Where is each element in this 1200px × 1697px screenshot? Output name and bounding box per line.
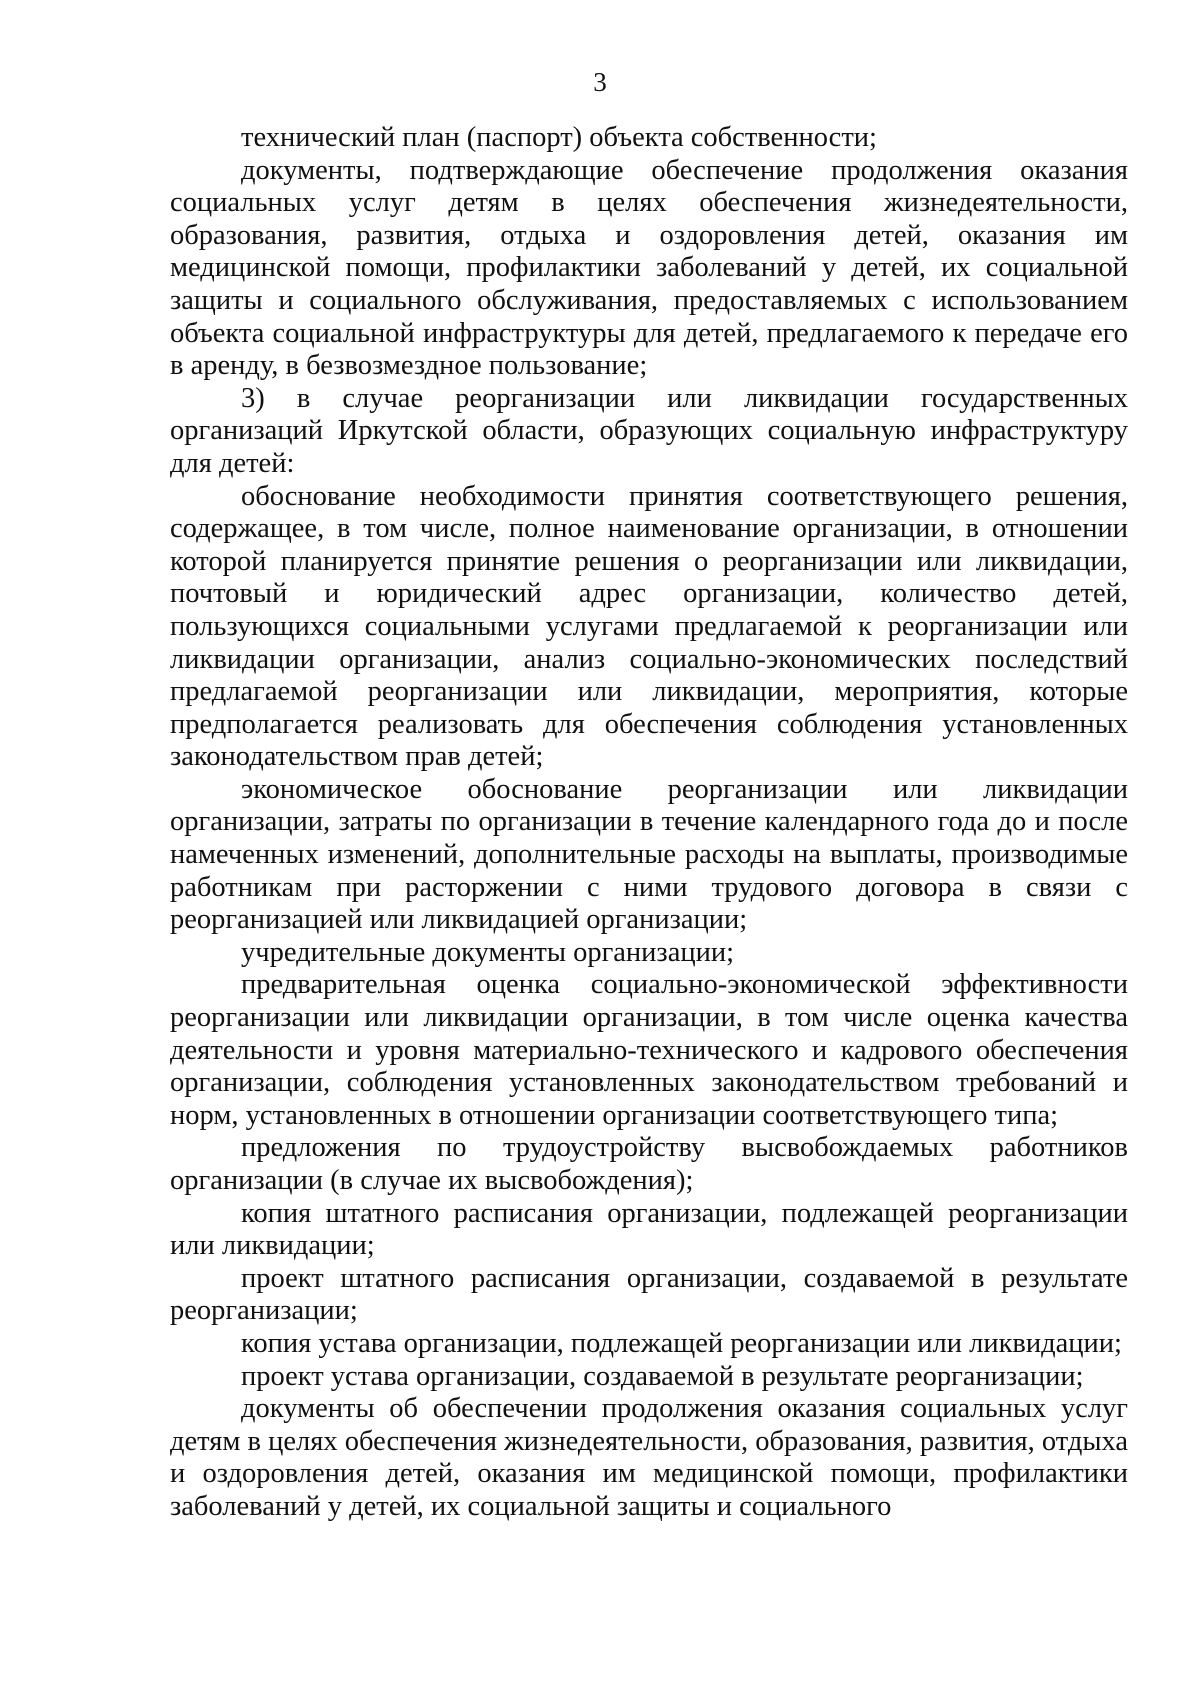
paragraph-economic-justification: экономическое обоснование реорганизации или ликвидации организации, затраты по организации в течение календарного года до и после намеченных изменений, дополнительные расходы на выплаты, производимые работникам при расторжении с ними трудового договора в связи с реорганизацией или ликвидацией организации; (170, 773, 1128, 936)
paragraph-service-continuity-documents: документы, подтверждающие обеспечение продолжения оказания социальных услуг детям в целях обеспечения жизнедеятельности, образования, развития, отдыха и оздоровления детей, оказания им медицинской помощи, профилактики заболеваний у детей, их социальной защиты и социального обслуживания, предоставляемых с использованием объекта социальной инфраструктуры для детей, предлагаемого к передаче его в аренду, в безвозмездное пользование; (170, 154, 1128, 382)
paragraph-technical-plan: технический план (паспорт) объекта собственности; (241, 122, 877, 153)
paragraph-employment-proposals: предложения по трудоустройству высвобождаемых работников организации (в случае их высвобождения); (170, 1132, 1128, 1196)
paragraph-service-continuity-after: документы об обеспечении продолжения оказания социальных услуг детям в целях обеспечения жизнедеятельности, образования, развития, отдыха и оздоровления детей, оказания им медицинской помощи, профилактики заболеваний у детей, их социальной защиты и социального (170, 1393, 1128, 1522)
paragraph-founding-documents: учредительные документы организации; (241, 936, 735, 968)
paragraph-efficiency-assessment: предварительная оценка социально-экономической эффективности реорганизации или ликвидации организации, в том числе оценка качества деятельности и уровня материально-технического и кадрового обеспечения организации, соблюдения установленных законодательством требований и норм, установленных в отношении организации соответствующего типа; (170, 969, 1128, 1131)
page-number: 3 (593, 67, 607, 97)
paragraph-charter-draft: проект устава организации, создаваемой в результате реорганизации; (241, 1360, 1084, 1392)
paragraph-charter-copy: копия устава организации, подлежащей реорганизации или ликвидации; (241, 1327, 1122, 1359)
paragraph-staff-schedule-draft: проект штатного расписания организации, создаваемой в результате реорганизации; (170, 1262, 1128, 1327)
paragraph-decision-justification: обоснование необходимости принятия соответствующего решения, содержащее, в том числе, полное наименование организации, в отношении которой планируется принятие решения о реорганизации или ликвидации, почтовый и юридический адрес организации, количество детей, пользующихся социальными услугами предлагаемой к реорганизации или ликвидации организации, анализ социально-экономических последствий предлагаемой реорганизации или ликвидации, мероприятия, которые предполагается реализовать для обеспечения соблюдения установленных законодательством прав детей; (170, 480, 1128, 773)
paragraph-reorganization-case: 3) в случае реорганизации или ликвидации государственных организаций Иркутской области, образующих социальную инфраструктуру для детей: (170, 382, 1128, 479)
document-body (170, 122, 1128, 1524)
paragraph-staff-schedule-copy: копия штатного расписания организации, подлежащей реорганизации или ликвидации; (170, 1197, 1128, 1262)
